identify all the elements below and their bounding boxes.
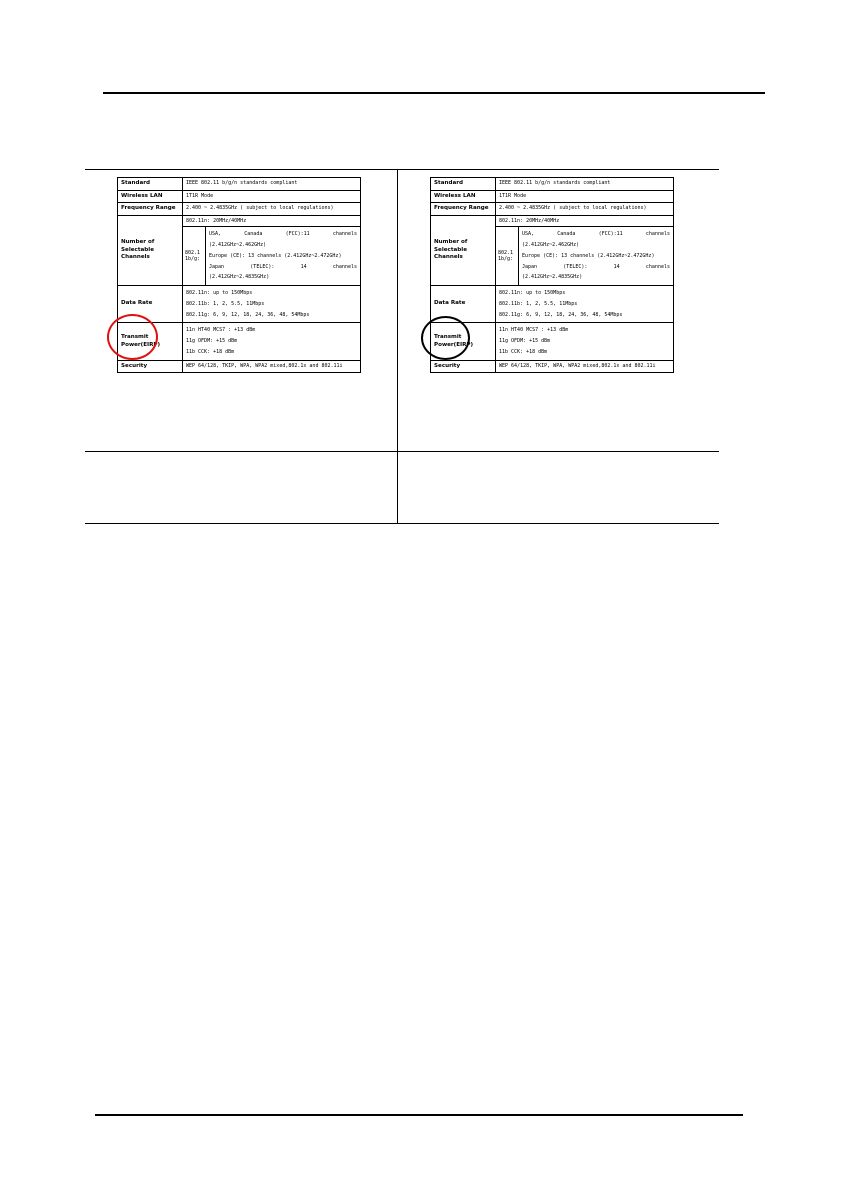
text: 11b CCK: +18 dBm bbox=[186, 348, 235, 355]
row-label: Number of Selectable Channels bbox=[431, 215, 496, 286]
text: 14 bbox=[613, 263, 620, 270]
japan-range: (2.412GHz~2.4835GHz) bbox=[522, 274, 583, 281]
japan-range: (2.412GHz~2.4835GHz) bbox=[209, 274, 270, 281]
text: channels bbox=[332, 263, 357, 270]
row-label: Transmit Power(EIRP) bbox=[431, 323, 496, 360]
row-label: Security bbox=[118, 360, 183, 373]
row-value: 1T1R Mode bbox=[496, 190, 674, 203]
row-label: Wireless LAN bbox=[431, 190, 496, 203]
table-row bbox=[431, 360, 674, 373]
row-value: IEEE 802.11 b/g/n standards compliant bbox=[183, 178, 361, 191]
text: 802.11n: up to 150Mbps bbox=[186, 290, 253, 297]
row-label: Frequency Range bbox=[431, 203, 496, 216]
row-value bbox=[496, 323, 674, 360]
text: (TELEC): bbox=[250, 263, 275, 270]
row-value bbox=[183, 286, 361, 323]
text: 802.11b: 1, 2, 5.5, 11Mbps bbox=[499, 300, 578, 307]
row-label: Standard bbox=[118, 178, 183, 191]
comparison-bottom-line bbox=[85, 523, 719, 524]
text: 11n HT40 MCS7 : +13 dBm bbox=[186, 327, 256, 334]
sub-label: 802.1 1b/g: bbox=[183, 227, 206, 286]
text: 14 bbox=[300, 263, 307, 270]
row-value: WEP 64/128, TKIP, WPA, WPA2 mixed,802.1x and 802.11i bbox=[496, 360, 674, 373]
table-row bbox=[431, 190, 674, 203]
table-row bbox=[118, 178, 361, 191]
table-row bbox=[118, 203, 361, 216]
table-row bbox=[118, 286, 361, 323]
row-label: Data Rate bbox=[118, 286, 183, 323]
usa-range: (2.412GHz~2.462GHz) bbox=[209, 242, 267, 249]
text: Japan bbox=[209, 263, 225, 270]
text: 11g OFDM: +15 dBm bbox=[186, 338, 238, 345]
row-label: Data Rate bbox=[431, 286, 496, 323]
row-value: 802.11n: 20MHz/40MHz bbox=[183, 215, 361, 227]
europe-line: Europe (CE): 13 channels (2.412GHz~2.472GHz) bbox=[209, 252, 342, 259]
table-row bbox=[118, 190, 361, 203]
row-value: WEP 64/128, TKIP, WPA, WPA2 mixed,802.1x and 802.11i bbox=[183, 360, 361, 373]
text: channels bbox=[332, 231, 357, 238]
highlight-circle-red bbox=[107, 314, 158, 360]
header-rule bbox=[103, 92, 765, 94]
text: USA, bbox=[209, 231, 222, 238]
comparison-divider bbox=[397, 169, 398, 524]
row-value bbox=[496, 286, 674, 323]
table-row bbox=[431, 203, 674, 216]
row-value bbox=[183, 323, 361, 360]
table-row bbox=[431, 286, 674, 323]
table-row bbox=[118, 360, 361, 373]
comparison-middle-line bbox=[85, 451, 719, 452]
comparison-top-line bbox=[85, 169, 719, 170]
row-label: Transmit Power(EIRP) bbox=[118, 323, 183, 360]
text: channels bbox=[645, 263, 670, 270]
text: 802.11b: 1, 2, 5.5, 11Mbps bbox=[186, 300, 265, 307]
usa-line bbox=[209, 229, 357, 240]
text: 802.11g: 6, 9, 12, 18, 24, 36, 48, 54Mbps bbox=[186, 311, 310, 318]
text: Canada bbox=[557, 231, 576, 238]
text: 11n HT40 MCS7 : +13 dBm bbox=[499, 327, 569, 334]
text: (FCC):11 bbox=[598, 231, 623, 238]
table-row bbox=[431, 178, 674, 191]
row-label: Wireless LAN bbox=[118, 190, 183, 203]
channel-list bbox=[206, 227, 361, 286]
channel-list bbox=[519, 227, 674, 286]
text: USA, bbox=[522, 231, 535, 238]
japan-line bbox=[522, 262, 670, 273]
text: Canada bbox=[244, 231, 263, 238]
row-label: Number of Selectable Channels bbox=[118, 215, 183, 286]
text: 802.11g: 6, 9, 12, 18, 24, 36, 48, 54Mbps bbox=[499, 311, 623, 318]
row-value: 2.400 ~ 2.4835GHz ( subject to local regulations) bbox=[183, 203, 361, 216]
text: Japan bbox=[522, 263, 538, 270]
text: 11b CCK: +18 dBm bbox=[499, 348, 548, 355]
text: (FCC):11 bbox=[285, 231, 310, 238]
row-value: 802.11n: 20MHz/40MHz bbox=[496, 215, 674, 227]
japan-line bbox=[209, 262, 357, 273]
table-row bbox=[118, 215, 361, 227]
row-label: Security bbox=[431, 360, 496, 373]
highlight-circle-black bbox=[421, 316, 470, 360]
row-value: IEEE 802.11 b/g/n standards compliant bbox=[496, 178, 674, 191]
sub-label: 802.1 1b/g: bbox=[496, 227, 519, 286]
text: 11g OFDM: +15 dBm bbox=[499, 338, 551, 345]
text: (TELEC): bbox=[563, 263, 588, 270]
usa-range: (2.412GHz~2.462GHz) bbox=[522, 242, 580, 249]
row-label: Standard bbox=[431, 178, 496, 191]
text: channels bbox=[645, 231, 670, 238]
table-row bbox=[431, 215, 674, 227]
europe-line: Europe (CE): 13 channels (2.412GHz~2.472GHz) bbox=[522, 252, 655, 259]
row-label: Frequency Range bbox=[118, 203, 183, 216]
row-value: 1T1R Mode bbox=[183, 190, 361, 203]
text: 802.11n: up to 150Mbps bbox=[499, 290, 566, 297]
usa-line bbox=[522, 229, 670, 240]
row-value: 2.400 ~ 2.4835GHz ( subject to local regulations) bbox=[496, 203, 674, 216]
footer-rule bbox=[95, 1114, 743, 1116]
